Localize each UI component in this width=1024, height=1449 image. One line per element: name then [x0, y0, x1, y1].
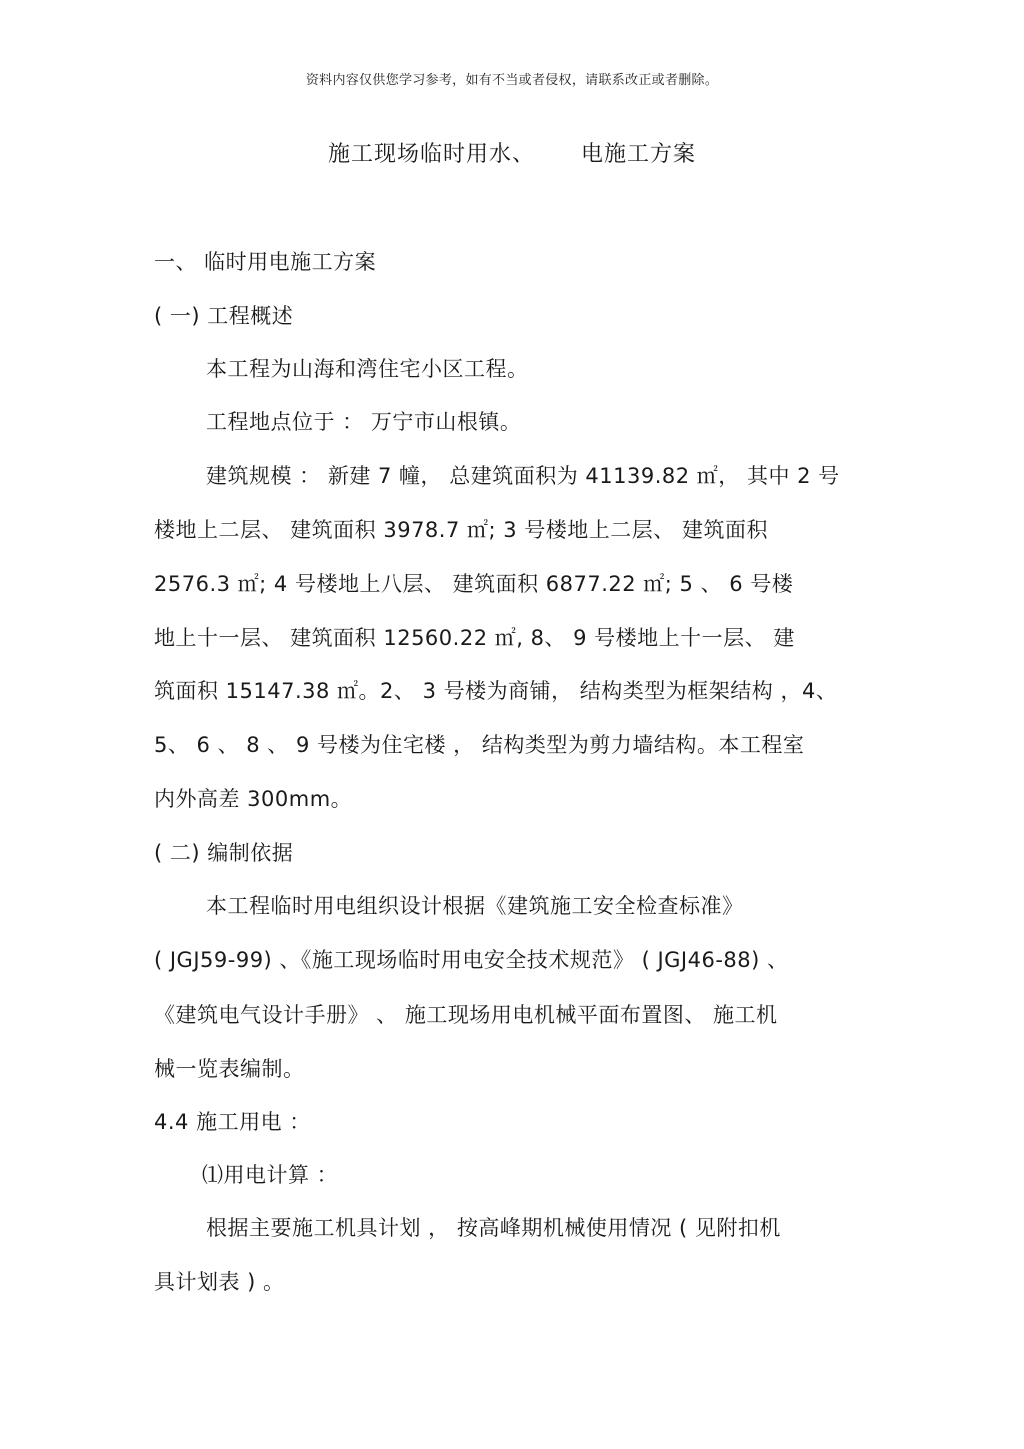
paragraph-line: 5、 6 、 8 、 9 号楼为住宅楼 ， 结构类型为剪力墙结构。本工程室: [154, 733, 805, 757]
paragraph-line: 内外高差 300mm。: [154, 787, 353, 811]
paragraph-line: ⑴用电计算 ：: [202, 1163, 339, 1187]
paragraph-line: 筑面积 15147.38 ㎡。2、 3 号楼为商铺， 结构类型为框架结构 ，4、: [154, 679, 838, 703]
paragraph-line: 工程地点位于 ： 万宁市山根镇。: [206, 410, 522, 434]
paragraph-line: 根据主要施工机具计划 ， 按高峰期机械使用情况 ( 见附扣机: [206, 1216, 781, 1240]
paragraph-line: 楼地上二层、 建筑面积 3978.7 ㎡; 3 号楼地上二层、 建筑面积: [154, 518, 768, 542]
section-heading-1: 一、 临时用电施工方案: [154, 250, 377, 274]
paragraph-line: 械一览表编制。: [154, 1057, 305, 1081]
paragraph-line: 《建筑电气设计手册》 、 施工现场用电机械平面布置图、 施工机: [154, 1003, 778, 1027]
title-part-1: 施工现场临时用水、: [327, 142, 535, 167]
copyright-notice: 资料内容仅供您学习参考，如有不当或者侵权，请联系改正或者删除。: [305, 73, 719, 88]
paragraph-line: 地上十一层、 建筑面积 12560.22 ㎡, 8、 9 号楼地上十一层、 建: [154, 626, 795, 650]
section-heading-4-4: 4.4 施工用电 ：: [154, 1110, 311, 1134]
paragraph-line: 建筑规模 ： 新建 7 幢， 总建筑面积为 41139.82 ㎡， 其中 2 号: [206, 464, 840, 488]
page-title: [0, 140, 1024, 170]
paragraph-line: 本工程临时用电组织设计根据《建筑施工安全检查标准》: [206, 894, 744, 918]
paragraph-line: 具计划表 ) 。: [154, 1270, 285, 1294]
subsection-heading-2: ( 二) 编制依据: [154, 841, 294, 865]
paragraph-line: 2576.3 ㎡; 4 号楼地上八层、 建筑面积 6877.22 ㎡; 5 、 6 号楼: [154, 572, 794, 596]
subsection-heading-1: ( 一) 工程概述: [154, 304, 294, 328]
title-part-2: 电施工方案: [581, 142, 697, 167]
paragraph-line: ( JGJ59-99) 、《施工现场临时用电安全技术规范》 ( JGJ46-88) 、: [154, 948, 789, 972]
paragraph-line: 本工程为山海和湾住宅小区工程。: [206, 357, 529, 381]
